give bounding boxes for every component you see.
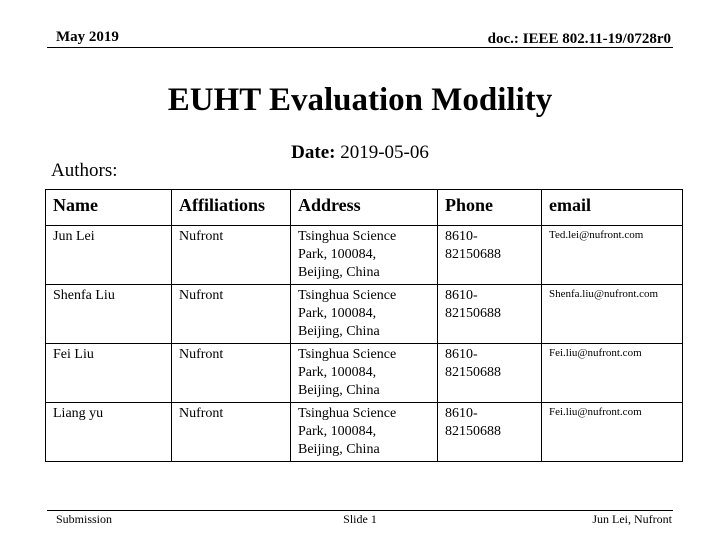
author-affiliation: Nufront — [172, 285, 291, 344]
address-line: Park, 100084, — [298, 306, 377, 321]
phone-line: 8610- — [445, 229, 478, 244]
address-line: Tsinghua Science — [298, 229, 397, 244]
author-address — [291, 285, 438, 344]
author-name: Jun Lei — [46, 226, 172, 285]
phone-line: 82150688 — [445, 424, 501, 439]
phone-line: 8610- — [445, 288, 478, 303]
author-address — [291, 344, 438, 403]
author-affiliation: Nufront — [172, 344, 291, 403]
footer-divider — [47, 510, 673, 511]
author-affiliation: Nufront — [172, 226, 291, 285]
author-phone — [438, 285, 542, 344]
address-line: Beijing, China — [298, 383, 380, 398]
column-header-name: Name — [46, 190, 172, 226]
author-name: Fei Liu — [46, 344, 172, 403]
authors-table — [45, 189, 683, 462]
footer-submission: Submission — [56, 512, 113, 526]
address-line: Park, 100084, — [298, 247, 377, 262]
author-phone — [438, 344, 542, 403]
table-row — [46, 403, 683, 462]
header-date: May 2019 — [56, 29, 119, 45]
date-value: 2019-05-06 — [340, 142, 429, 163]
phone-line: 8610- — [445, 406, 478, 421]
author-email: Ted.lei@nufront.com — [542, 226, 683, 285]
address-line: Park, 100084, — [298, 365, 377, 380]
author-name: Shenfa Liu — [46, 285, 172, 344]
table-row — [46, 285, 683, 344]
header-divider — [47, 47, 673, 48]
address-line: Tsinghua Science — [298, 406, 397, 421]
author-affiliation: Nufront — [172, 403, 291, 462]
table-row — [46, 226, 683, 285]
address-line: Beijing, China — [298, 442, 380, 457]
author-address — [291, 403, 438, 462]
footer-author: Jun Lei, Nufront — [592, 512, 672, 526]
author-email: Fei.liu@nufront.com — [542, 403, 683, 462]
author-email: Fei.liu@nufront.com — [542, 344, 683, 403]
phone-line: 82150688 — [445, 247, 501, 262]
address-line: Tsinghua Science — [298, 347, 397, 362]
authors-label: Authors: — [51, 160, 118, 181]
header-doc-id: doc.: IEEE 802.11-19/0728r0 — [487, 31, 671, 47]
column-header-affiliations: Affiliations — [172, 190, 291, 226]
address-line: Park, 100084, — [298, 424, 377, 439]
footer-slide-number: Slide 1 — [343, 512, 377, 526]
slide-title: EUHT Evaluation Modility — [167, 82, 553, 118]
address-line: Tsinghua Science — [298, 288, 397, 303]
column-header-email: email — [542, 190, 683, 226]
phone-line: 8610- — [445, 347, 478, 362]
column-header-phone: Phone — [438, 190, 542, 226]
author-phone — [438, 226, 542, 285]
date-label: Date: — [291, 142, 336, 163]
author-address — [291, 226, 438, 285]
author-phone — [438, 403, 542, 462]
table-header-row — [46, 190, 683, 226]
phone-line: 82150688 — [445, 306, 501, 321]
author-name: Liang yu — [46, 403, 172, 462]
table-row — [46, 344, 683, 403]
column-header-address: Address — [291, 190, 438, 226]
author-email: Shenfa.liu@nufront.com — [542, 285, 683, 344]
address-line: Beijing, China — [298, 265, 380, 280]
address-line: Beijing, China — [298, 324, 380, 339]
phone-line: 82150688 — [445, 365, 501, 380]
